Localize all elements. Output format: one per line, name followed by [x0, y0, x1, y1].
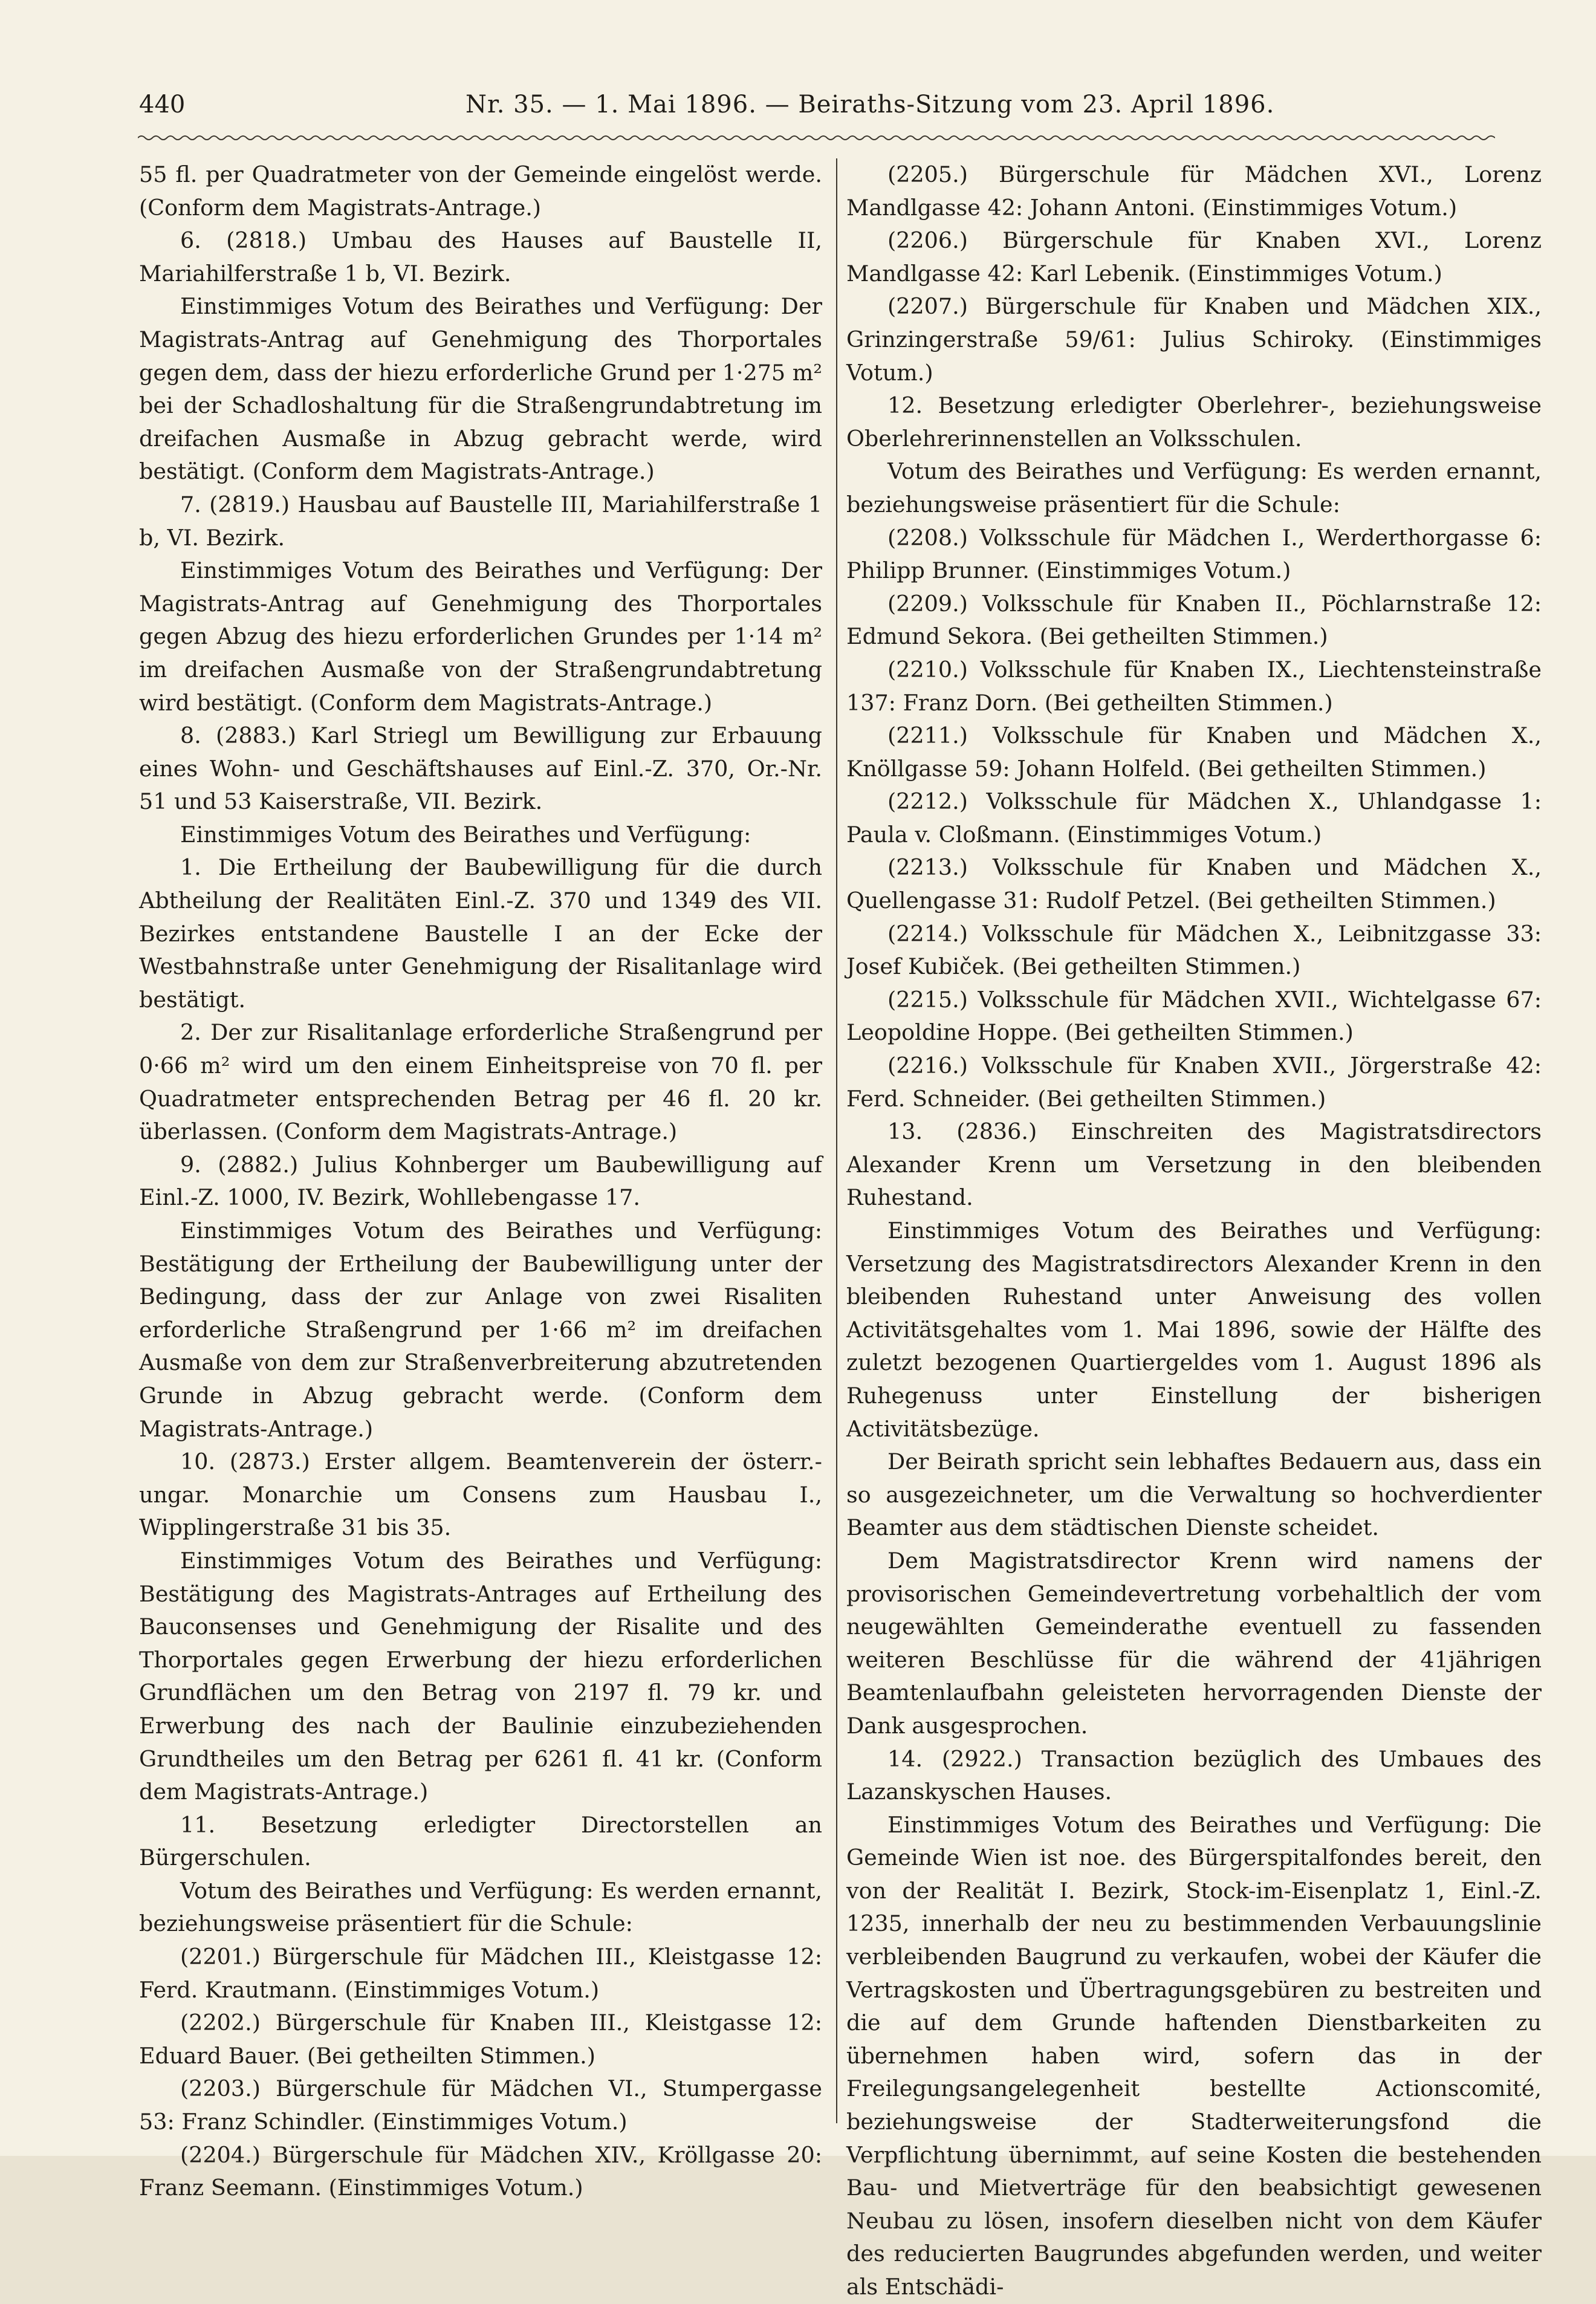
column-divider [836, 158, 837, 2123]
paragraph: Einstimmiges Votum des Beirathes und Verfügung: [180, 821, 751, 848]
paragraph: (2212.) Volksschule für Mädchen X., Uhlandgasse 1: Paula v. Cloßmann. (Einstimmiges Votum.) [846, 788, 1542, 848]
paragraph: Einstimmiges Votum des Beirathes und Verfügung: Bestätigung des Magistrats-Antrages auf Ertheilung des Bauconsenses und Genehmigung der Risalite und des Thorportales gegen Erwerbung der hiezu erforderlichen Grundflächen um den Betrag von 2197 fl. 79 kr. und Erwerbung des nach der Baulinie einzubeziehenden Grundtheiles um den Betrag per 6261 fl. 41 kr. (Conform dem Magistrats-Antrage.) [139, 1547, 822, 1805]
paragraph: 7. (2819.) Hausbau auf Baustelle III, Mariahilferstraße 1 b, VI. Bezirk. [139, 491, 822, 551]
paragraph: 55 fl. per Quadratmeter von der Gemeinde eingelöst werde. (Conform dem Magistrats-Antrage.) [139, 161, 822, 221]
paragraph: (2213.) Volksschule für Knaben und Mädchen X., Quellengasse 31: Rudolf Petzel. (Bei getheilten Stimmen.) [846, 854, 1542, 914]
paragraph: Votum des Beirathes und Verfügung: Es werden ernannt, beziehungsweise präsentiert für die Schule: [139, 1877, 822, 1937]
paragraph: (2205.) Bürgerschule für Mädchen XVI., Lorenz Mandlgasse 42: Johann Antoni. (Einstimmiges Votum.) [846, 161, 1542, 221]
right-column [846, 158, 1542, 2304]
paragraph: Einstimmiges Votum des Beirathes und Verfügung: Versetzung des Magistratsdirectors Alexander Krenn in den bleibenden Ruhestand unter Anweisung des vollen Activitätsgehaltes vom 1. Mai 1896, sowie der Hälfte des zuletzt bezogenen Quartiergeldes vom 1. August 1896 als Ruhegenuss unter Einstellung der bisherigen Activitätsbezüge. [846, 1218, 1542, 1442]
paragraph: Einstimmiges Votum des Beirathes und Verfügung: Der Magistrats-Antrag auf Genehmigung des Thorportales gegen dem, dass der hiezu erforderliche Grund per 1·275 m² bei der Schadloshaltung für die Straßengrundabtretung im dreifachen Ausmaße in Abzug gebracht werde, wird bestätigt. (Conform dem Magistrats-Antrage.) [139, 293, 822, 485]
left-column [139, 158, 822, 2205]
paragraph: (2209.) Volksschule für Knaben II., Pöchlarnstraße 12: Edmund Sekora. (Bei getheilten Stimmen.) [846, 590, 1542, 650]
paragraph: Votum des Beirathes und Verfügung: Es werden ernannt, beziehungsweise präsentiert für die Schule: [846, 458, 1542, 518]
paragraph: (2204.) Bürgerschule für Mädchen XIV., Kröllgasse 20: Franz Seemann. (Einstimmiges Votum.) [139, 2141, 822, 2201]
page-header [139, 91, 1487, 127]
paragraph: Dem Magistratsdirector Krenn wird namens der provisorischen Gemeindevertretung vorbehaltlich der vom neugewählten Gemeinderathe eventuell zu fassenden weiteren Beschlüsse für die während der 41jährigen Beamtenlaufbahn geleisteten hervorragenden Dienste der Dank ausgesprochen. [846, 1547, 1542, 1739]
page-number: 440 [139, 91, 186, 118]
paragraph: (2208.) Volksschule für Mädchen I., Werderthorgasse 6: Philipp Brunner. (Einstimmiges Votum.) [846, 524, 1542, 584]
paragraph: (2210.) Volksschule für Knaben IX., Liechtensteinstraße 137: Franz Dorn. (Bei getheilten Stimmen.) [846, 656, 1542, 716]
paragraph: Einstimmiges Votum des Beirathes und Verfügung: Bestätigung der Ertheilung der Baubewilligung unter der Bedingung, dass der zur Anlage von zwei Risaliten erforderliche Straßengrund per 1·66 m² im dreifachen Ausmaße von dem zur Straßenverbreiterung abzutretenden Grunde in Abzug gebracht werde. (Conform dem Magistrats-Antrage.) [139, 1218, 822, 1442]
paragraph: (2215.) Volksschule für Mädchen XVII., Wichtelgasse 67: Leopoldine Hoppe. (Bei getheilten Stimmen.) [846, 986, 1542, 1046]
paragraph: 6. (2818.) Umbau des Hauses auf Baustelle II, Mariahilferstraße 1 b, VI. Bezirk. [139, 227, 822, 287]
paragraph: 12. Besetzung erledigter Oberlehrer-, beziehungsweise Oberlehrerinnenstellen an Volksschulen. [846, 392, 1542, 452]
paragraph: 1. Die Ertheilung der Baubewilligung für die durch Abtheilung der Realitäten Einl.-Z. 370 und 1349 des VII. Bezirkes entstandene Baustelle I an der Ecke der Westbahnstraße unter Genehmigung der Risalitanlage wird bestätigt. [139, 854, 822, 1013]
paragraph: Einstimmiges Votum des Beirathes und Verfügung: Der Magistrats-Antrag auf Genehmigung des Thorportales gegen Abzug des hiezu erforderlichen Grundes per 1·14 m² im dreifachen Ausmaße von der Straßengrundabtretung wird bestätigt. (Conform dem Magistrats-Antrage.) [139, 557, 822, 716]
paragraph: (2214.) Volksschule für Mädchen X., Leibnitzgasse 33: Josef Kubiček. (Bei getheilten Stimmen.) [846, 920, 1542, 980]
paragraph: 14. (2922.) Transaction bezüglich des Umbaues des Lazanskyschen Hauses. [846, 1745, 1542, 1805]
running-title: Nr. 35. — 1. Mai 1896. — Beiraths-Sitzung vom 23. April 1896. [465, 91, 1275, 118]
paragraph: 10. (2873.) Erster allgem. Beamtenverein der österr.-ungar. Monarchie um Consens zum Hausbau I., Wipplingerstraße 31 bis 35. [139, 1449, 822, 1541]
paragraph: 11. Besetzung erledigter Directorstellen an Bürgerschulen. [139, 1811, 822, 1871]
paragraph: 8. (2883.) Karl Striegl um Bewilligung zur Erbauung eines Wohn- und Geschäftshauses auf Einl.-Z. 370, Or.-Nr. 51 und 53 Kaiserstraße, VII. Bezirk. [139, 722, 822, 815]
paragraph: Der Beirath spricht sein lebhaftes Bedauern aus, dass ein so ausgezeichneter, um die Verwaltung so hochverdienter Beamter aus dem städtischen Dienste scheidet. [846, 1449, 1542, 1541]
paragraph: Einstimmiges Votum des Beirathes und Verfügung: Die Gemeinde Wien ist noe. des Bürgerspitalfondes bereit, den von der Realität I. Bezirk, Stock-im-Eisenplatz 1, Einl.-Z. 1235, innerhalb der neu zu bestimmenden Verbauungslinie verbleibenden Baugrund zu verkaufen, wobei der Käufer die Vertragskosten und Übertragungsgebüren zu bestreiten und die auf dem Grunde haftenden Dienstbarkeiten zu übernehmen haben wird, sofern das in der Freilegungsangelegenheit bestellte Actionscomité, beziehungsweise der Stadterweiterungsfond die Verpflichtung übernimmt, auf seine Kosten die bestehenden Bau- und Mietverträge für den beabsichtigt gewesenen Neubau zu lösen, insofern dieselben nicht von dem Käufer des reducierten Baugrundes abgefunden werden, und weiter als Entschädi- [846, 1811, 1542, 2300]
paragraph: (2201.) Bürgerschule für Mädchen III., Kleistgasse 12: Ferd. Krautmann. (Einstimmiges Votum.) [139, 1944, 822, 2003]
paragraph: (2206.) Bürgerschule für Knaben XVI., Lorenz Mandlgasse 42: Karl Lebenik. (Einstimmiges Votum.) [846, 227, 1542, 287]
paragraph: (2207.) Bürgerschule für Knaben und Mädchen XIX., Grinzingerstraße 59/61: Julius Schiroky. (Einstimmiges Votum.) [846, 293, 1542, 386]
paragraph: 2. Der zur Risalitanlage erforderliche Straßengrund per 0·66 m² wird um den einem Einheitspreise von 70 fl. per Quadratmeter entsprechenden Betrag per 46 fl. 20 kr. überlassen. (Conform dem Magistrats-Antrage.) [139, 1019, 822, 1145]
paragraph: (2202.) Bürgerschule für Knaben III., Kleistgasse 12: Eduard Bauer. (Bei getheilten Stimmen.) [139, 2010, 822, 2069]
paragraph: (2203.) Bürgerschule für Mädchen VI., Stumpergasse 53: Franz Schindler. (Einstimmiges Votum.) [139, 2075, 822, 2135]
paragraph: 9. (2882.) Julius Kohnberger um Baubewilligung auf Einl.-Z. 1000, IV. Bezirk, Wohllebengasse 17. [139, 1151, 822, 1211]
header-wavy-rule [138, 134, 1495, 141]
paragraph: (2216.) Volksschule für Knaben XVII., Jörgerstraße 42: Ferd. Schneider. (Bei getheilten Stimmen.) [846, 1053, 1542, 1112]
paragraph: 13. (2836.) Einschreiten des Magistratsdirectors Alexander Krenn um Versetzung in den bleibenden Ruhestand. [846, 1118, 1542, 1211]
paragraph: (2211.) Volksschule für Knaben und Mädchen X., Knöllgasse 59: Johann Holfeld. (Bei getheilten Stimmen.) [846, 722, 1542, 782]
